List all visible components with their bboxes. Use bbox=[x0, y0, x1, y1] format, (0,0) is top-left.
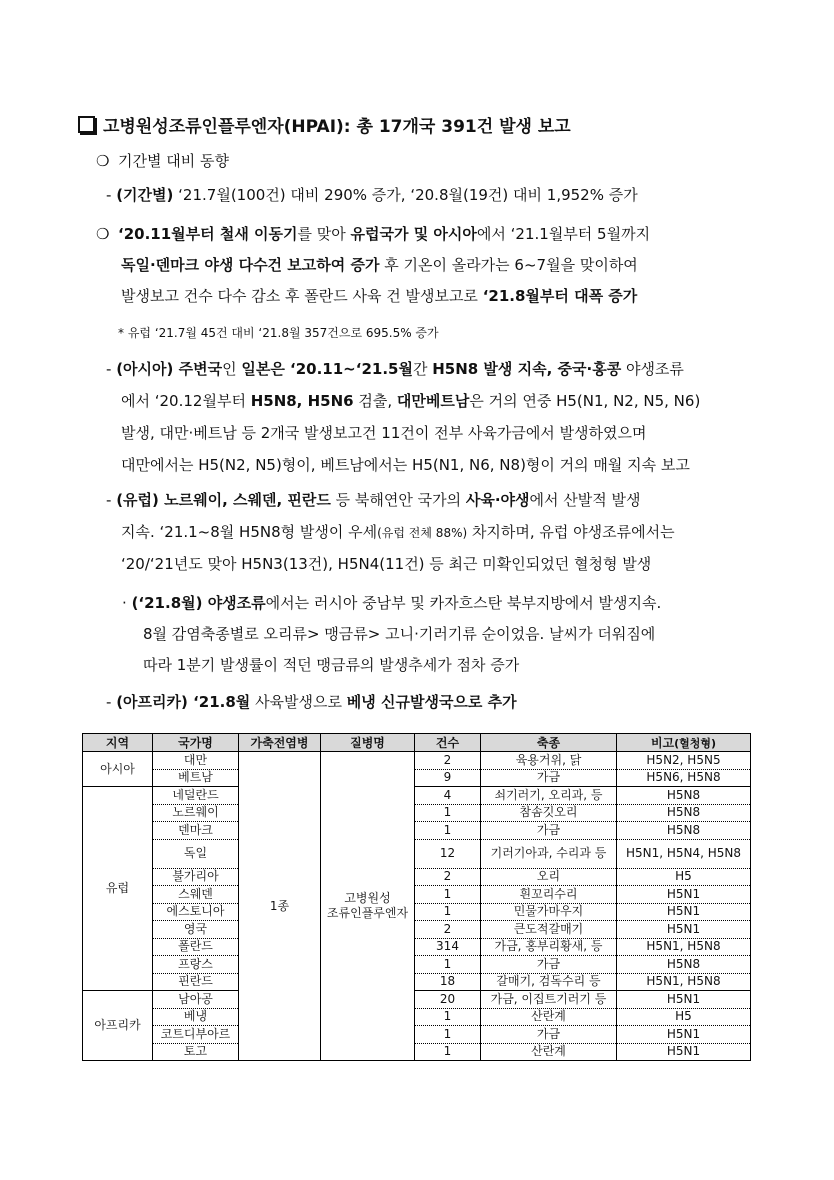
line-period: - (기간별) ‘21.7월(100건) 대비 290% 증가, ‘20.8월(19건) 대비 1,952% 증가 bbox=[106, 186, 638, 204]
header-disease: 질병명 bbox=[321, 734, 415, 752]
table-row: 에스토니아 1 민물가마우지 H5N1 bbox=[83, 903, 751, 921]
header-note: 비고(혈청형) bbox=[617, 734, 751, 752]
table-header-row bbox=[83, 734, 751, 752]
aug-line-1: · (‘21.8월) 야생조류에서는 러시아 중남부 및 카자흐스탄 북부지방에서 발생지속. bbox=[122, 594, 662, 612]
table-row: 베트남 9 가금 H5N6, H5N8 bbox=[83, 769, 751, 787]
table-row: 독일 12 기러기아과, 수리과 등 H5N1, H5N4, H5N8 bbox=[83, 839, 751, 868]
region-asia: 아시아 bbox=[83, 752, 153, 787]
checkbox-square-icon bbox=[78, 116, 95, 133]
table-row: 핀란드 18 갈매기, 검독수리 등 H5N1, H5N8 bbox=[83, 973, 751, 991]
subsection-period: ❍ 기간별 대비 동향 bbox=[96, 152, 229, 170]
table-row: 스웨덴 1 흰꼬리수리 H5N1 bbox=[83, 886, 751, 904]
header-region: 지역 bbox=[83, 734, 153, 752]
table-row: 프랑스 1 가금 H5N8 bbox=[83, 956, 751, 974]
table-row: 불가리아 2 오리 H5 bbox=[83, 868, 751, 886]
heading-text: 고병원성조류인플루엔자(HPAI): 총 17개국 391건 발생 보고 bbox=[103, 117, 571, 137]
header-category: 가축전염병 bbox=[239, 734, 321, 752]
dot-bullet-icon: · bbox=[122, 594, 127, 612]
table-row: 영국 2 큰도적갈매기 H5N1 bbox=[83, 921, 751, 939]
asia-line-3: 발생, 대만·베트남 등 2개국 발생보고건 11건이 전부 사육가금에서 발생하였으며 bbox=[121, 424, 647, 442]
table-row: 베냉 1 산란계 H5 bbox=[83, 1008, 751, 1026]
migration-line-1: ❍ ‘20.11월부터 철새 이동기를 맞아 유럽국가 및 아시아에서 ‘21.1월부터 5월까지 bbox=[96, 225, 651, 243]
europe-line-2: 지속. ‘21.1~8월 H5N8형 발생이 우세(유럽 전체 88%) 차지하며, 유럽 야생조류에서는 bbox=[121, 523, 675, 541]
section-heading bbox=[78, 112, 571, 137]
migration-line-2: 독일·덴마크 야생 다수건 보고하여 증가 후 기온이 올라가는 6~7월을 맞이하여 bbox=[121, 256, 638, 274]
africa-line: - (아프리카) ‘21.8월 사육발생으로 베냉 신규발생국으로 추가 bbox=[106, 693, 517, 711]
header-species: 축종 bbox=[481, 734, 617, 752]
aug-line-3: 따라 1분기 발생률이 적던 맹금류의 발생추세가 점차 증가 bbox=[143, 656, 520, 674]
category-cell: 1종 bbox=[239, 752, 321, 1061]
region-africa: 아프리카 bbox=[83, 991, 153, 1061]
footnote: * 유럽 ‘21.7월 45건 대비 ‘21.8월 357건으로 695.5% 증가 bbox=[118, 326, 439, 340]
asia-line-2: 에서 ‘20.12월부터 H5N8, H5N6 검출, 대만베트남은 거의 연중 H5(N1, N2, N5, N6) bbox=[121, 392, 701, 410]
circle-bullet-icon: ❍ bbox=[96, 225, 110, 243]
region-europe: 유럽 bbox=[83, 787, 153, 991]
table-row: 폴란드 314 가금, 홍부리황새, 등 H5N1, H5N8 bbox=[83, 938, 751, 956]
circle-bullet-icon: ❍ bbox=[96, 152, 110, 170]
asia-line-1: - (아시아) 주변국인 일본은 ‘20.11~‘21.5월간 H5N8 발생 지속, 중국·홍콩 야생조류 bbox=[106, 360, 684, 378]
header-count: 건수 bbox=[415, 734, 481, 752]
europe-line-3: ‘20/‘21년도 맞아 H5N3(13건), H5N4(11건) 등 최근 미확인되었던 혈청형 발생 bbox=[121, 555, 652, 573]
aug-line-2: 8월 감염축종별로 오리류> 맹금류> 고니·기러기류 순이었음. 날씨가 더워짐에 bbox=[143, 625, 656, 643]
table-row: 아시아 대만 1종 고병원성 조류인플루엔자 2 육용거위, 닭 H5N2, H5N5 bbox=[83, 752, 751, 770]
table-row: 노르웨이 1 참솜깃오리 H5N8 bbox=[83, 804, 751, 822]
table-row: 유럽 네덜란드 4 쇠기러기, 오리과, 등 H5N8 bbox=[83, 787, 751, 805]
asia-line-4: 대만에서는 H5(N2, N5)형이, 베트남에서는 H5(N1, N6, N8)형이 거의 매월 지속 보고 bbox=[121, 456, 690, 474]
disease-cell: 고병원성 조류인플루엔자 bbox=[321, 752, 415, 1061]
migration-line-3: 발생보고 건수 다수 감소 후 폴란드 사육 건 발생보고로 ‘21.8월부터 대폭 증가 bbox=[121, 287, 638, 305]
header-country: 국가명 bbox=[153, 734, 239, 752]
table-row: 토고 1 산란계 H5N1 bbox=[83, 1043, 751, 1061]
table-row: 아프리카 남아공 20 가금, 이집트기러기 등 H5N1 bbox=[83, 991, 751, 1009]
europe-line-1: - (유럽) 노르웨이, 스웨덴, 핀란드 등 북해연안 국가의 사육·야생에서 산발적 발생 bbox=[106, 491, 641, 509]
table-row: 덴마크 1 가금 H5N8 bbox=[83, 822, 751, 840]
table-row: 코트디부아르 1 가금 H5N1 bbox=[83, 1026, 751, 1044]
outbreak-table bbox=[82, 733, 751, 1061]
